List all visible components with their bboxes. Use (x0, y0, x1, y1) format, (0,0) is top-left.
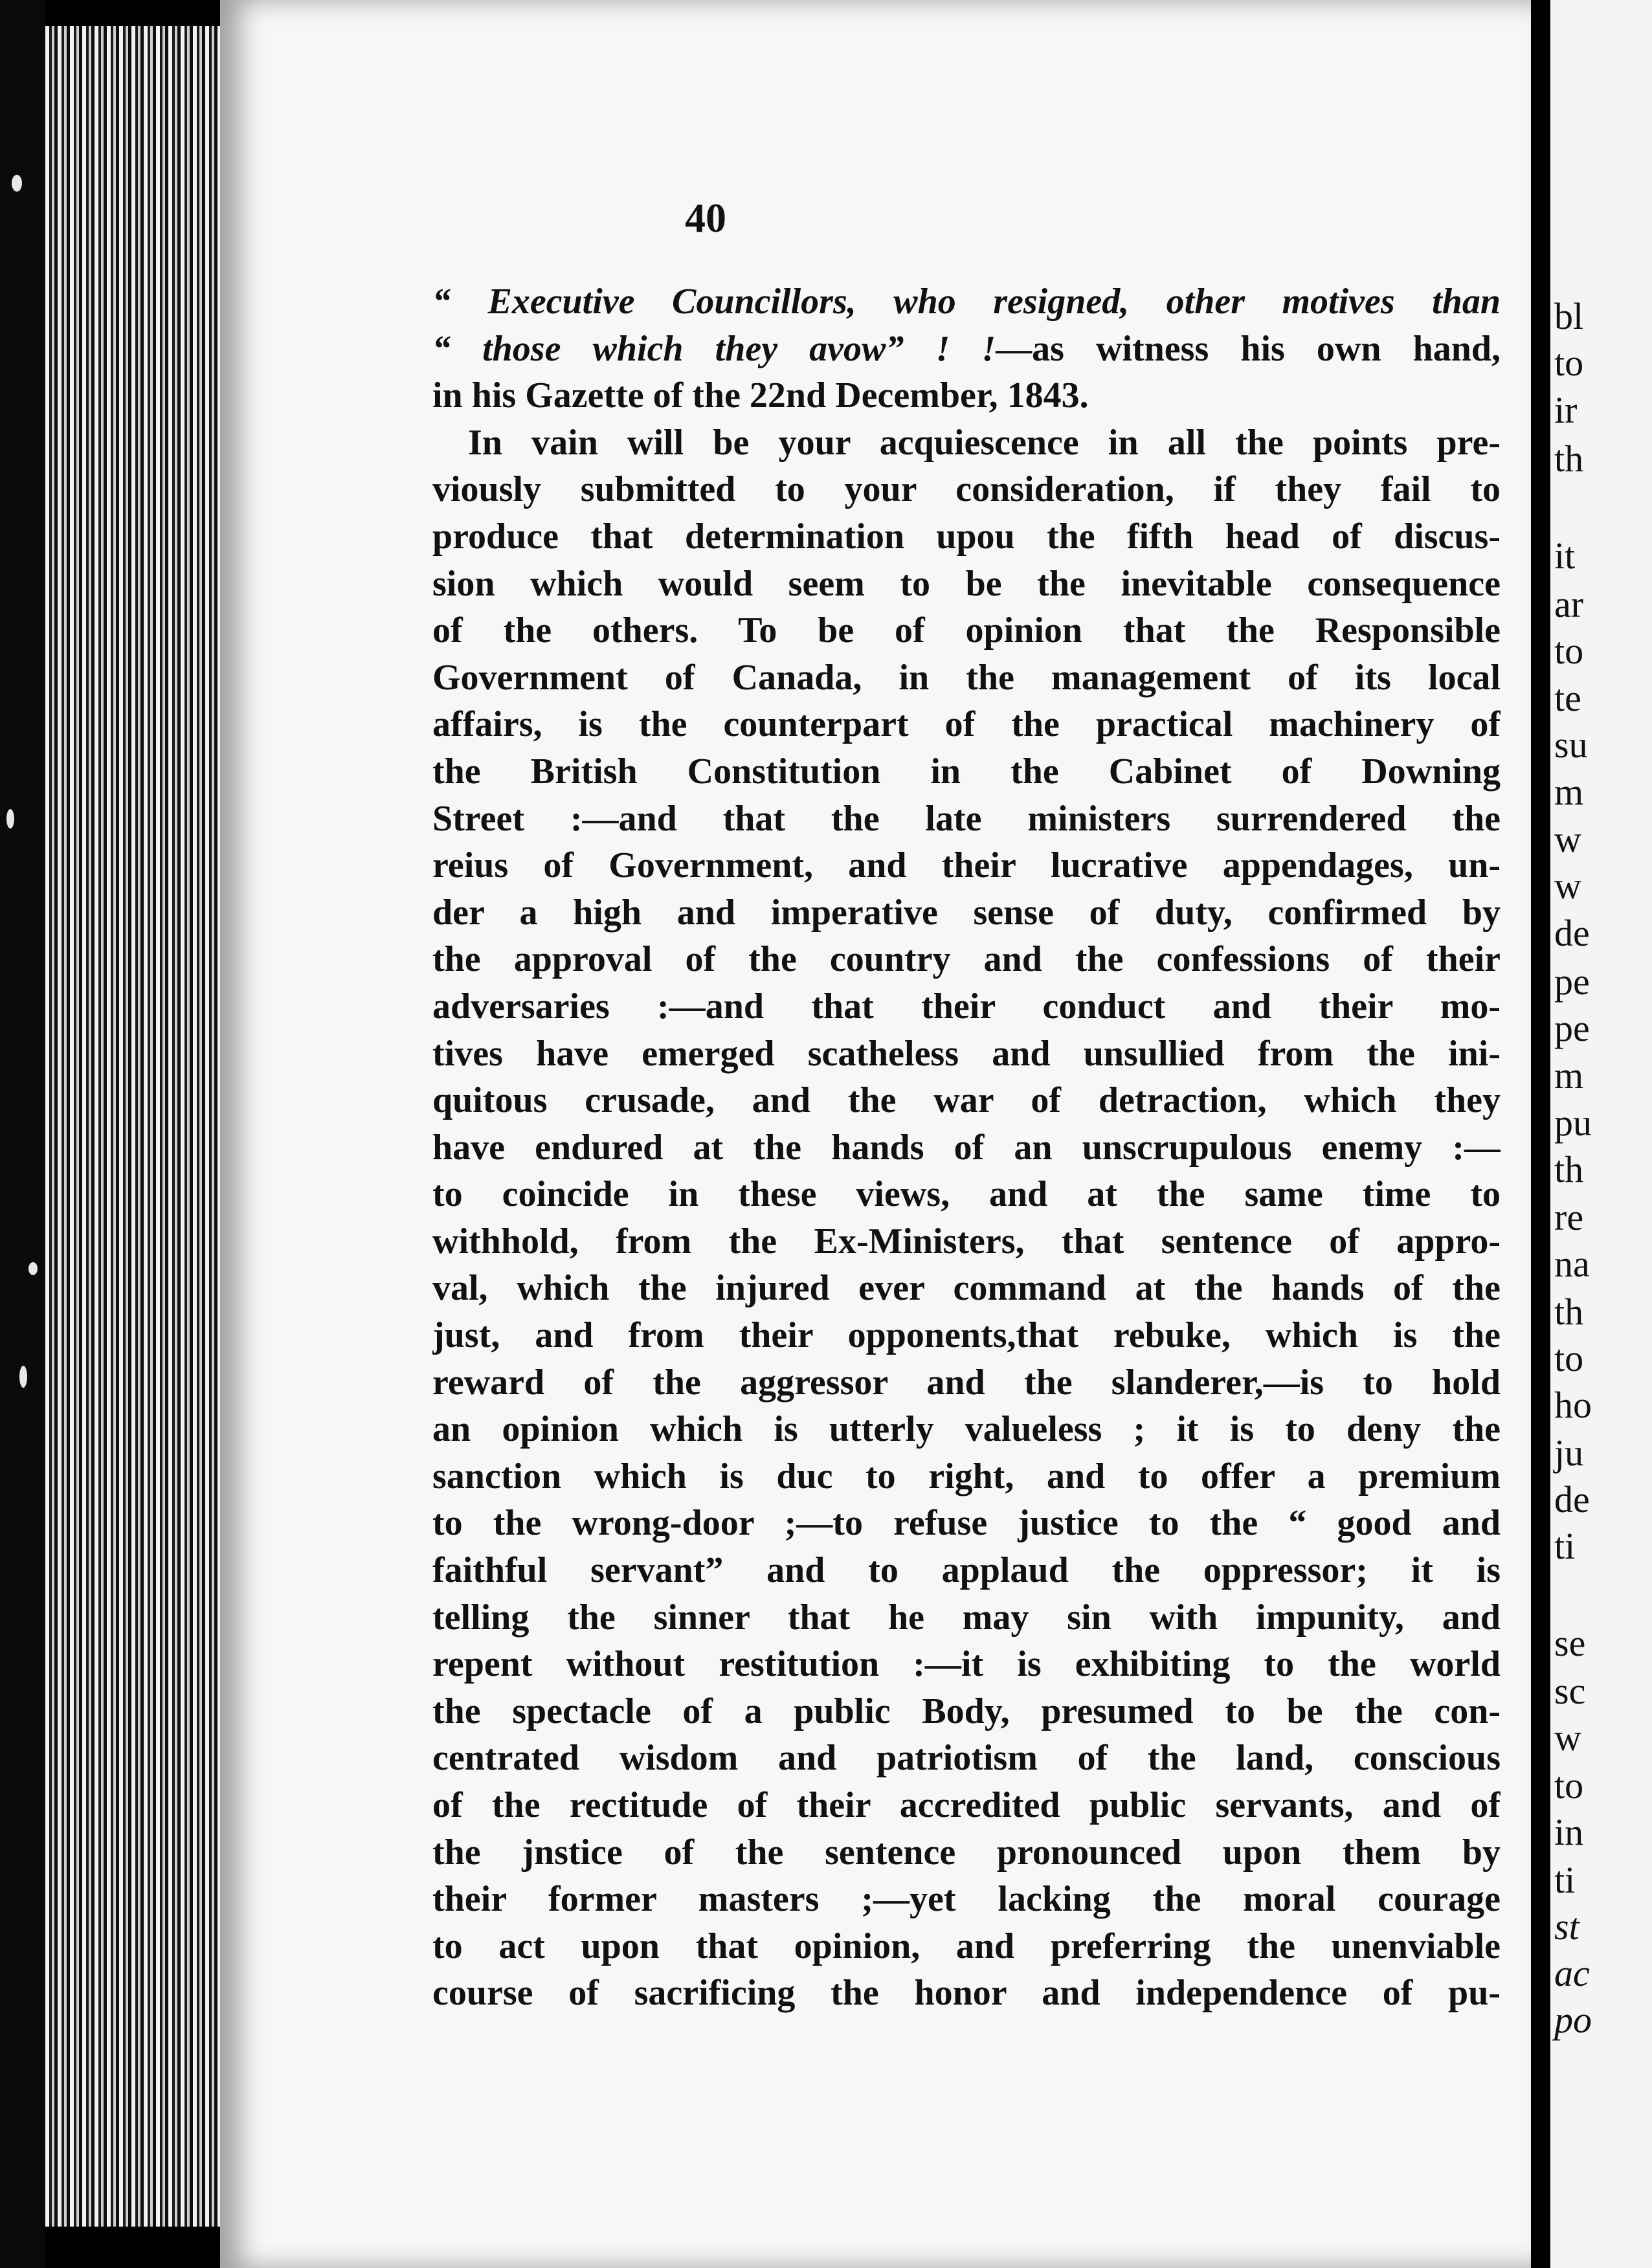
facing-page-text: m (1554, 1054, 1584, 1096)
facing-page-text: to (1554, 342, 1584, 384)
text-line: just, and from their opponents,that rebuke, which is the (432, 1315, 1501, 1356)
text-line: to the wrong-door ;—to refuse justice to the “ good and (432, 1503, 1501, 1544)
text-line: affairs, is the counterpart of the practical machinery of (432, 704, 1501, 745)
text-line: to coincide in these views, and at the same time to (432, 1174, 1501, 1215)
page-number: 40 (685, 195, 726, 241)
text-line: centrated wisdom and patriotism of the land, conscious (432, 1738, 1501, 1779)
text-line: Government of Canada, in the management of its local (432, 657, 1501, 698)
scan-speck (6, 809, 14, 828)
text-line: reward of the aggressor and the slanderer,—is to hold (432, 1362, 1501, 1403)
text-line: an opinion which is utterly valueless ; it is to deny the (432, 1409, 1501, 1450)
facing-page-text: to (1554, 630, 1584, 672)
scan-left-margin (0, 0, 45, 2268)
facing-page-text: pe (1554, 1007, 1590, 1049)
facing-page-text: ti (1554, 1525, 1576, 1567)
text-line: of the others. To be of opinion that the Responsible (432, 610, 1501, 651)
facing-page-text: w (1554, 818, 1581, 860)
facing-page-text: ti (1554, 1859, 1576, 1901)
text-line: their former masters ;—yet lacking the moral courage (432, 1879, 1501, 1920)
text-line: adversaries :—and that their conduct and their mo- (432, 986, 1501, 1027)
text-line: sion which would seem to be the inevitable consequence (432, 563, 1501, 604)
body-text (432, 278, 1501, 2017)
facing-page-text: th (1554, 1291, 1584, 1333)
scan-speck (12, 175, 22, 192)
text-line: “ those which they avow” ! !—as witness his own hand, (432, 328, 1501, 369)
text-line: reius of Government, and their lucrative appendages, un- (432, 845, 1501, 886)
text-line: val, which the injured ever command at the hands of the (432, 1268, 1501, 1309)
facing-page-text: w (1554, 1717, 1581, 1759)
facing-page-text: m (1554, 771, 1584, 813)
facing-page-text: pu (1554, 1102, 1592, 1144)
text-line: have endured at the hands of an unscrupulous enemy :— (432, 1127, 1501, 1168)
text-line: produce that determination upou the fifth head of discus- (432, 516, 1501, 557)
scan-speck (19, 1366, 27, 1388)
text-line: to act upon that opinion, and preferring the unenviable (432, 1926, 1501, 1966)
text-line: the approval of the country and the confessions of their (432, 939, 1501, 980)
facing-page-text: sc (1554, 1670, 1586, 1712)
text-line: the jnstice of the sentence pronounced upon them by (432, 1832, 1501, 1873)
facing-page-text: ac (1554, 1952, 1590, 1994)
facing-page-text: po (1554, 1999, 1592, 2041)
text-line: faithful servant” and to applaud the oppressor; it is (432, 1550, 1501, 1591)
facing-page-text: it (1554, 535, 1576, 577)
text-line: course of sacrificing the honor and independence of pu- (432, 1973, 1501, 2014)
page-gutter (1531, 0, 1550, 2268)
facing-page-text: th (1554, 438, 1584, 480)
text-line: the British Constitution in the Cabinet of Downing (432, 751, 1501, 792)
text-line: viously submitted to your consideration, if they fail to (432, 469, 1501, 510)
facing-page-text: de (1554, 1478, 1590, 1520)
facing-page-fragment (1550, 0, 1652, 2268)
text-line: Street :—and that the late ministers surrendered the (432, 798, 1501, 839)
facing-page-text: to (1554, 1764, 1584, 1807)
facing-page-text: ir (1554, 389, 1578, 431)
facing-page-text: ar (1554, 583, 1584, 625)
text-line: der a high and imperative sense of duty, confirmed by (432, 892, 1501, 933)
facing-page-text: bl (1554, 295, 1584, 337)
text-line: repent without restitution :—it is exhibiting to the world (432, 1644, 1501, 1685)
text-line: telling the sinner that he may sin with impunity, and (432, 1597, 1501, 1638)
text-line: of the rectitude of their accredited public servants, and of (432, 1785, 1501, 1825)
facing-page-text: te (1554, 677, 1581, 719)
text-line: sanction which is duc to right, and to offer a premium (432, 1456, 1501, 1496)
facing-page-text: se (1554, 1622, 1586, 1664)
facing-page-text: na (1554, 1243, 1590, 1285)
facing-page-text: de (1554, 912, 1590, 954)
text-line: withhold, from the Ex-Ministers, that sentence of appro- (432, 1221, 1501, 1262)
facing-page-text: st (1554, 1906, 1579, 1948)
book-page (220, 0, 1531, 2268)
facing-page-text: re (1554, 1196, 1584, 1238)
facing-page-text: to (1554, 1337, 1584, 1379)
book-page-edges (45, 26, 220, 2227)
facing-page-text: pe (1554, 961, 1590, 1003)
text-line: In vain will be your acquiescence in all the points pre- (468, 422, 1501, 463)
scan-speck (28, 1262, 38, 1275)
text-line: “ Executive Councillors, who resigned, other motives than (432, 282, 1501, 322)
facing-page-text: w (1554, 865, 1581, 907)
facing-page-text: ho (1554, 1384, 1592, 1426)
facing-page-text: th (1554, 1148, 1584, 1190)
text-line: in his Gazette of the 22nd December, 1843. (432, 375, 1089, 416)
text-line: the spectacle of a public Body, presumed to be the con- (432, 1691, 1501, 1731)
facing-page-text: ju (1554, 1432, 1584, 1474)
text-line: tives have emerged scatheless and unsullied from the ini- (432, 1033, 1501, 1074)
facing-page-text: in (1554, 1811, 1584, 1853)
text-line: quitous crusade, and the war of detraction, which they (432, 1080, 1501, 1121)
facing-page-text: su (1554, 724, 1588, 766)
